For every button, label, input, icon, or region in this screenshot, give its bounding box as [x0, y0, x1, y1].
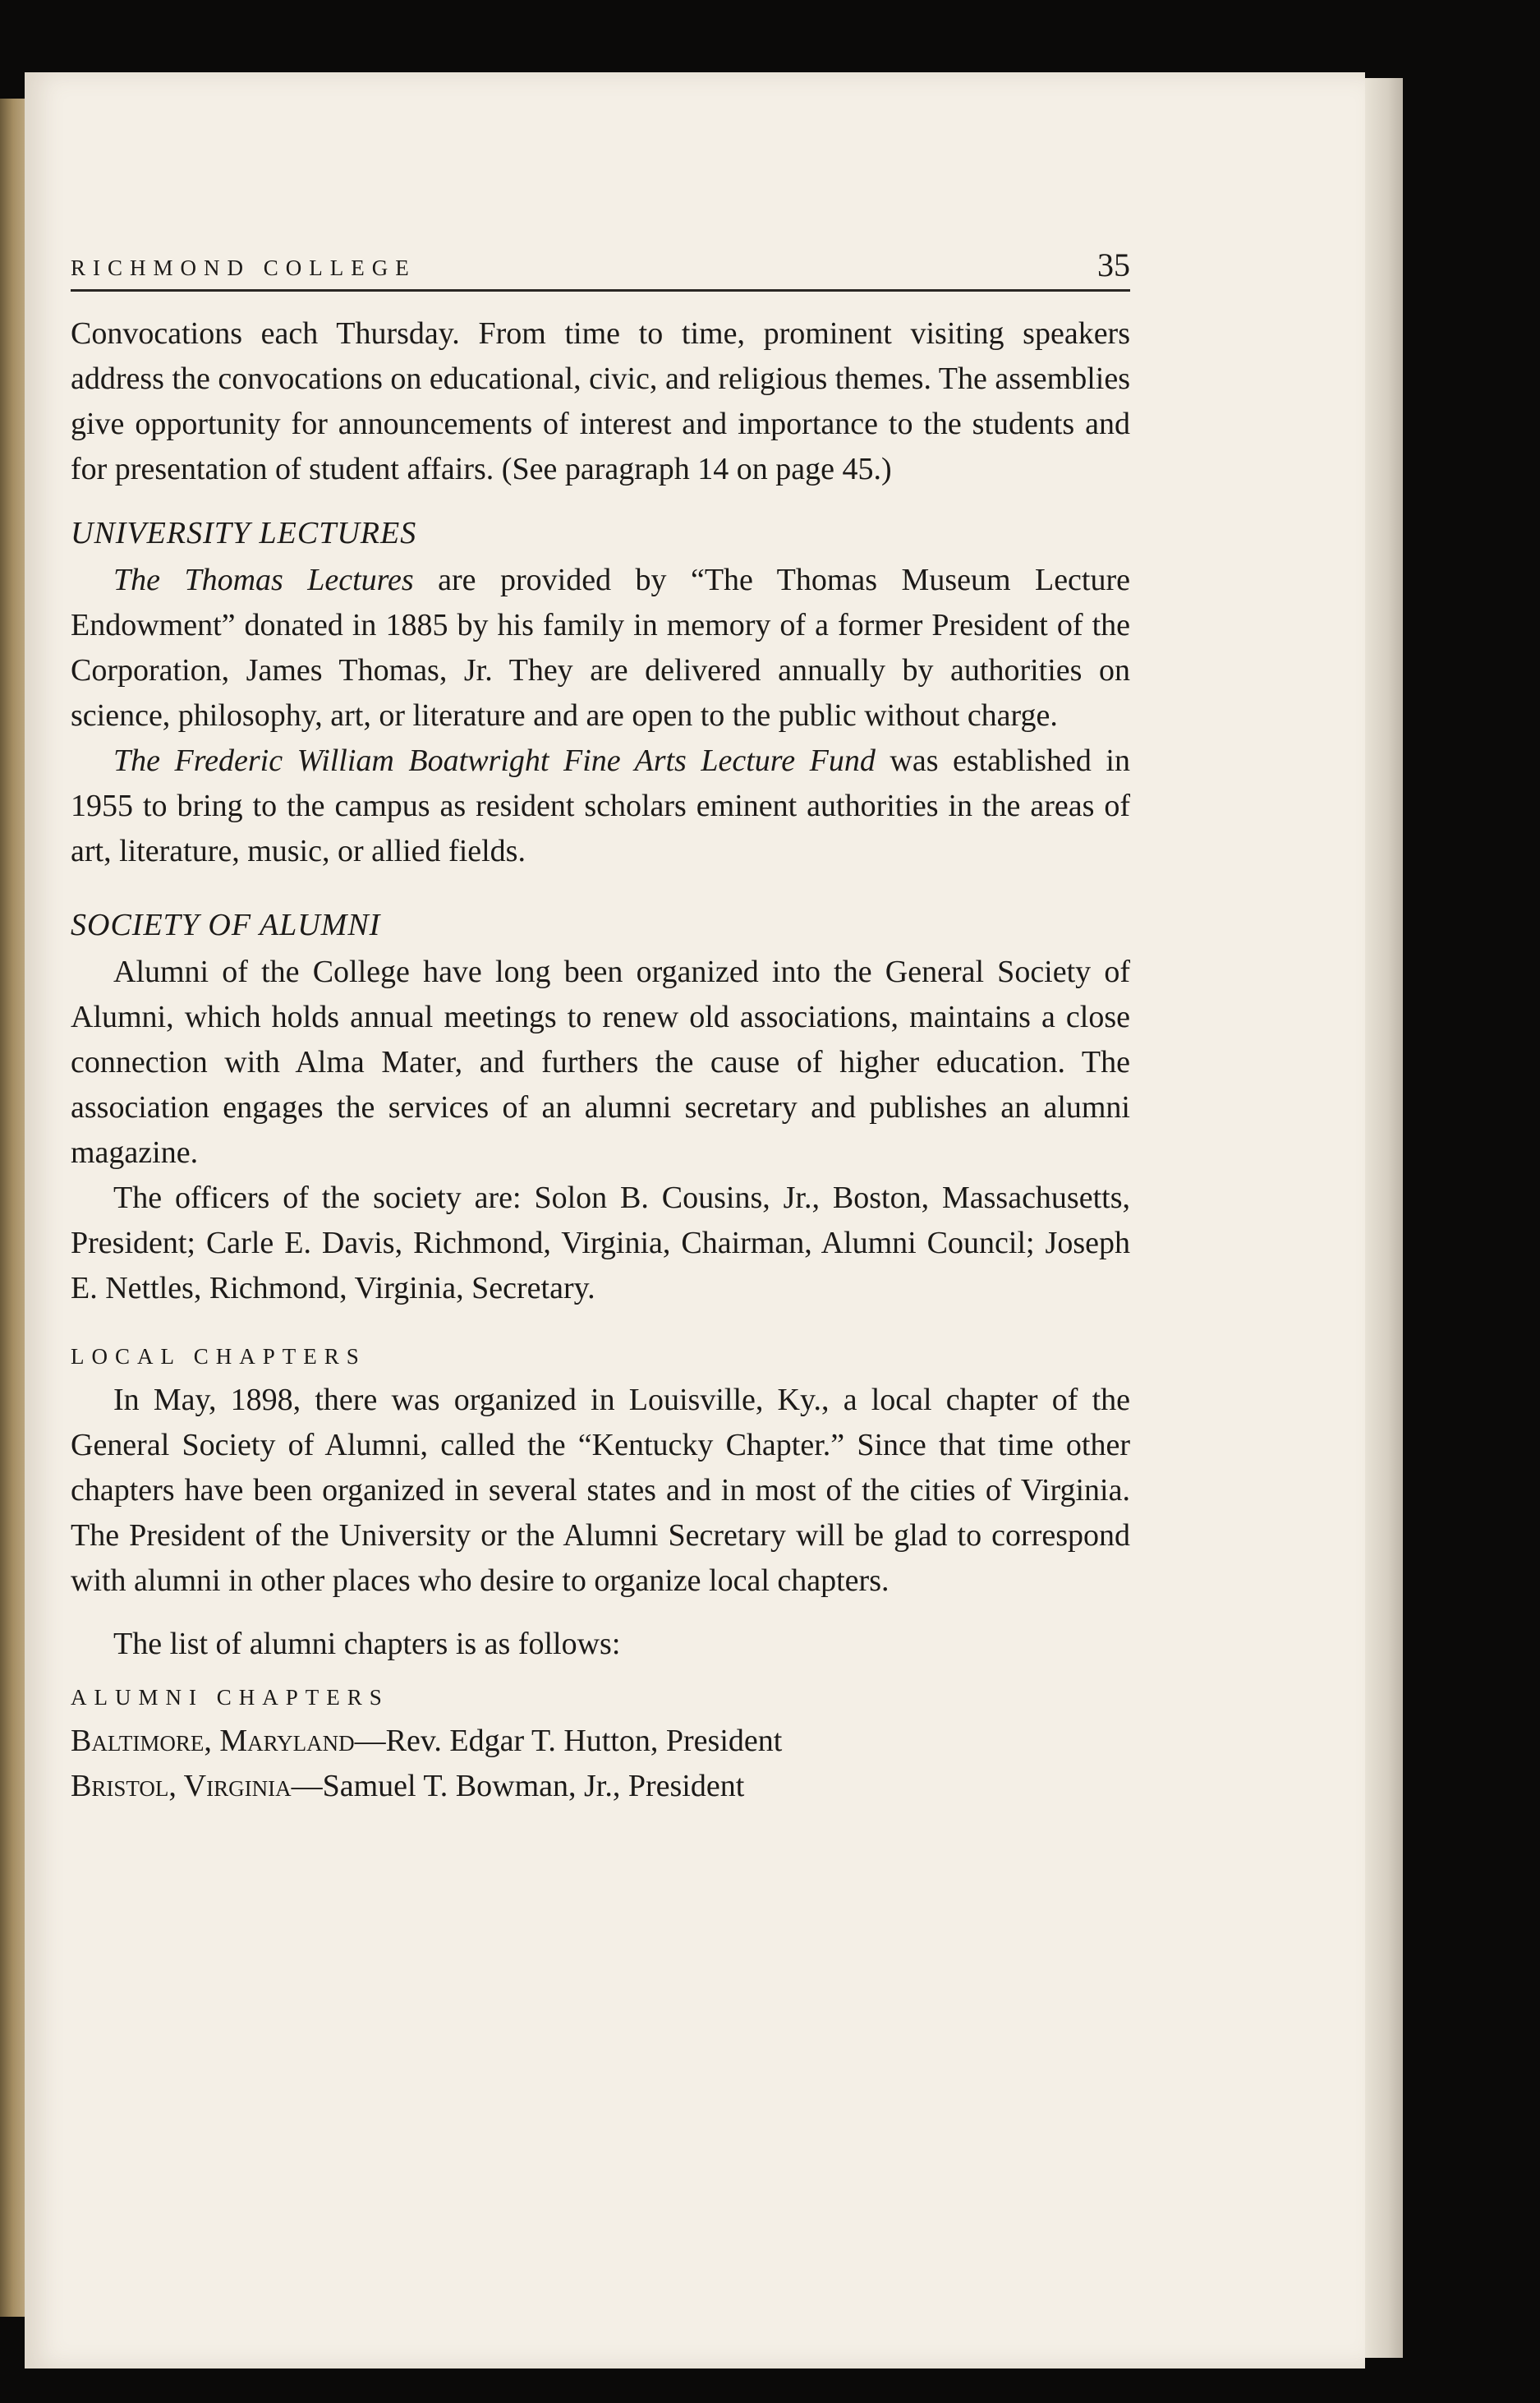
boatwright-fund-title: The Frederic William Boatwright Fine Arts Lecture Fund: [113, 743, 876, 778]
society-paragraph-1: Alumni of the College have long been organized into the General Society of Alumni, which holds annual meetings to renew old associations, maintains a close connection with Alma Mater, and furthers the cause of higher education. The association engages the services of an alumni secretary and publishes an alumni magazine.: [71, 955, 1130, 1170]
running-head-title: RICHMOND COLLEGE: [71, 255, 416, 280]
chapter-entry: [71, 1764, 1130, 1809]
thomas-lectures-paragraph: [71, 558, 1130, 739]
boatwright-fund-text: was established in 1955 to bring to the campus as resident scholars eminent authorities in the areas of art, literature, music, or allied fields.: [71, 743, 1130, 868]
page-stack-edge: [1365, 78, 1403, 2358]
boatwright-fund-paragraph: [71, 739, 1130, 874]
chapter-detail: —Rev. Edgar T. Hutton, President: [354, 1724, 783, 1758]
running-head: [71, 240, 1130, 292]
chapter-place: Baltimore, Maryland: [71, 1724, 355, 1758]
paragraph-gap: [71, 1604, 1130, 1622]
university-lectures-heading: UNIVERSITY LECTURES: [71, 516, 417, 550]
society-paragraph-2: The officers of the society are: Solon B. Cousins, Jr., Boston, Massachusetts, President; Carle E. Davis, Richmond, Virginia, Chairman, Alumni Council; Joseph E. Nettles, Richmond, Virginia, Secretary.: [71, 1181, 1130, 1305]
local-chapters-heading: LOCAL CHAPTERS: [71, 1344, 366, 1369]
thomas-lectures-text: are provided by “The Thomas Museum Lecture Endowment” donated in 1885 by his family in memory of a former President of the Corporation, James Thomas, Jr. They are delivered annually by authorities on science, philosophy, art, or literature and are open to the public without charge.: [71, 563, 1130, 733]
society-of-alumni-heading: SOCIETY OF ALUMNI: [71, 908, 381, 942]
local-chapters-paragraph: In May, 1898, there was organized in Louisville, Ky., a local chapter of the General Society of Alumni, called the “Kentucky Chapter.” Since that time other chapters have been organized in several states and in most of the cities of Virginia. The President of the University or the Alumni Secretary will be glad to correspond with alumni in other places who desire to organize local chapters.: [71, 1383, 1130, 1598]
thomas-lectures-title: The Thomas Lectures: [113, 563, 414, 597]
page-number: 35: [1097, 246, 1130, 283]
alumni-chapters-heading: ALUMNI CHAPTERS: [71, 1685, 389, 1710]
intro-paragraph: Convocations each Thursday. From time to time, prominent visiting speakers address the convocations on educational, civic, and religious themes. The assemblies give opportunity for announcements of interest and importance to the students and for presentation of student affairs. (See paragraph 14 on page 45.): [71, 316, 1130, 486]
chapters-list-intro: The list of alumni chapters is as follows:: [113, 1627, 621, 1661]
chapter-entry: [71, 1719, 1130, 1764]
chapter-detail: —Samuel T. Bowman, Jr., President: [291, 1769, 745, 1803]
chapter-place: Bristol, Virginia: [71, 1769, 292, 1803]
page-text-block: [71, 240, 1130, 1809]
